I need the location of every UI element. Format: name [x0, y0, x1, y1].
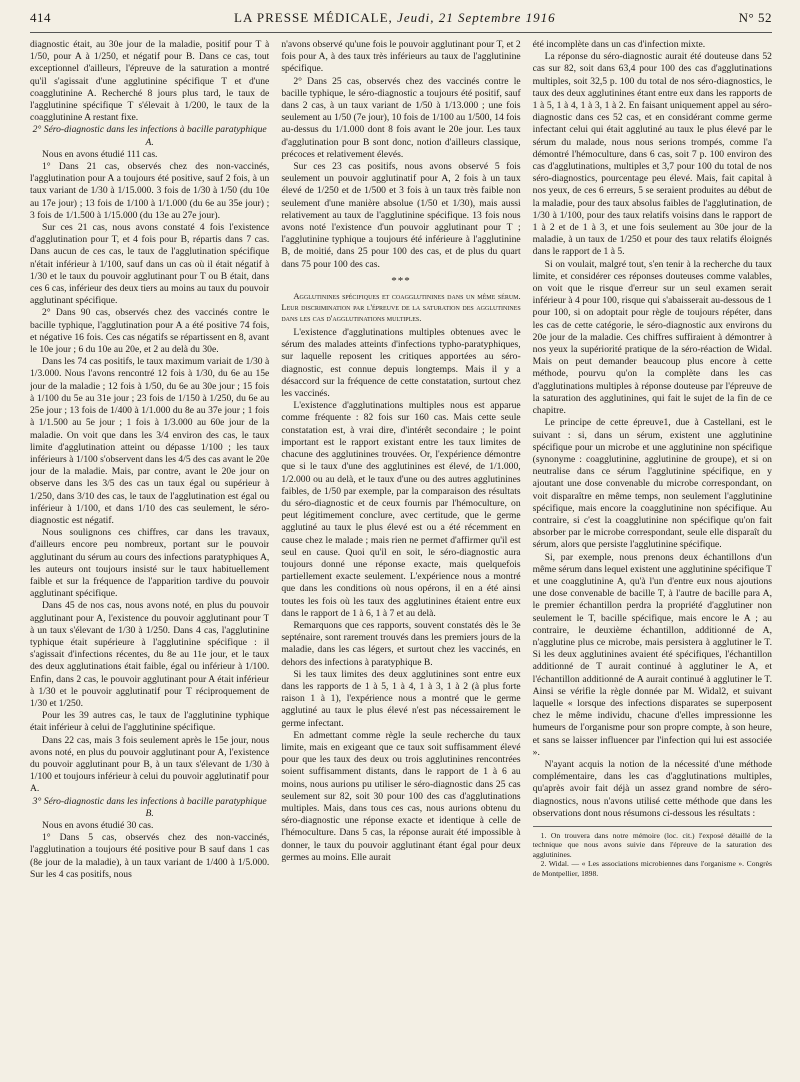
paragraph: Dans 22 cas, mais 3 fois seulement après le 15e jour, nous avons noté, en plus du pouvoir agglutinant pour A, l'existence du pouvoir agglutinant pour B, à un taux s'élevant de 1/30 à 1/100 et toujours inférieur à celui du pouvoir agglutinatif pour A. [30, 734, 270, 795]
paragraph: Nous soulignons ces chiffres, car dans les travaux, d'ailleurs encore peu nombreux, portant sur le pouvoir agglutinant du sérum au cours des infections paratyphiques A, les auteurs ont toujours insisté sur le taux habituellement faible et sur la fréquence de l'apparition tardive du pouvoir agglutinant spécifique. [30, 527, 270, 600]
paragraph: 1° Dans 21 cas, observés chez des non-vaccinés, l'agglutination pour A a toujours été positive, sauf 2 fois, à un taux variant de 1/30 à 1/15.000. 3 fois de 1/30 à 1/50 (du 10e au 17e jour) ; 13 fois de 1/100 à 1/1.000 (du 6e au 35e jour) ; 3 fois de 1/1.500 à 1/15.000 (du 13e au 27e jour). [30, 161, 270, 221]
paragraph: Dans 45 de nos cas, nous avons noté, en plus du pouvoir agglutinant pour A, l'existence du pouvoir agglutinant pour T à un taux s'élevant de 1/30 à 1/250. Dans 4 cas, l'agglutinine typhique était supérieure à l'agglutinine spécifique : il s'agissait d'infections récentes, du 8e au 11e jour, et le taux des deux agglutinations était faible, égal ou inférieur à 1/100. Enfin, dans 2 cas, le pouvoir agglutinant pour A était inférieur à 1/30 et le pouvoir agglutinatif pour T réciproquement de 1/30 et 1/250. [30, 600, 270, 709]
paragraph: Nous en avons étudié 30 cas. [42, 820, 154, 831]
paragraph: L'existence d'agglutinations multiples nous est apparue comme fréquente : 82 fois sur 160 cas. Mais cette seule constatation est, à vrai dire, d'intérêt secondaire ; le point important est le rapport existant entre les taux limites de chacune des agglutinines trouvées. Or, l'expérience démontre que si le taux d'une des agglutinines est élevé, de 1/1.000, 1/2.000 ou au delà, et le taux d'une ou des autres agglutinines faibles, de 1/50 par exemple, par la comparaison des résultats du séro-diagnostic et de ceux fournis par l'hémoculture, on peut légitimement conclure, avec certitude, que le germe agglutiné au taux le plus élevé est ou a été récemment en cause chez le malade ; mais rien ne permet d'affirmer qu'il est seul en cause. Quoi qu'il en soit, le séro-diagnostic aura toujours donné une réponse exacte, mais quelquefois partiellement exacte seulement. L'expérience nous a montré que dans les conditions où nous opérons, il en a été ainsi toutes les fois où les taux des agglutinines étaient entre eux dans le rapport de 1 à 6, 1 à 7 et au delà. [281, 400, 521, 619]
paragraph: 2° Dans 90 cas, observés chez des vaccinés contre le bacille typhique, l'agglutination pour A a été positive 74 fois, et négative 16 fois. Ces cas négatifs se répartissent en 8, avant le 10e jour ; 6 du 10e au 20e, et 2 au delà du 30e. [30, 307, 270, 356]
paragraph: 1° Dans 5 cas, observés chez des non-vaccinés, l'agglutination a toujours été positive pour B sauf dans 1 cas (8e jour de la maladie), à un taux variant de 1/400 à 1/5.000. Sur les 4 cas positifs, nous [30, 832, 270, 880]
paragraph: Sur ces 23 cas positifs, nous avons observé 5 fois seulement un pouvoir agglutinatif pour A, 2 fois à un taux élevé de 1/250 et de 1/500 et 3 fois à un taux très faible non seulement d'une manière absolue (1/50 et 1/30), mais aussi relativement au taux de l'agglutinine spécifique. 13 fois nous avons noté l'existence d'un pouvoir agglutinant pour T ; l'agglutinine typhique a toujours été inférieure à l'agglutinine B, de moitié, dans 25 pour 100 des cas, et de plus du quart dans 75 pour 100 des cas. [281, 161, 521, 270]
paragraph: Sur ces 21 cas, nous avons constaté 4 fois l'existence d'agglutination pour T, et 4 fois pour B, répartis dans 7 cas. Dans aucun de ces cas, le taux de l'agglutination spécifique n'était inférieur à 1/100, sauf dans un cas où il était négatif à 1/30 et le taux du pouvoir agglutinant pour T ou B était, dans ces 6 cas, inférieur des deux tiers au moins au taux du pouvoir agglutinant spécifique. [30, 222, 270, 307]
section-heading: 2° Séro-diagnostic dans les infections à bacille paratyphique A. [32, 124, 267, 148]
paragraph: diagnostic était, au 30e jour de la maladie, positif pour T à 1/50, pour A à 1/250, et négatif pour B. Dans ce cas, tout exceptionnel d'ailleurs, l'épreuve de la saturation a montré qu'il s'agissait d'une agglutinine spécifique T et d'une coagglutinine A. Recherché 8 jours plus tard, le taux de l'agglutinine spécifique T s'élevait à 1/200, le taux de la coagglutinine A restant fixe. [30, 39, 270, 124]
section-heading: Agglutinines spécifiques et coagglutinines dans un même sérum. Leur discrimination par l'épreuve de la saturation des agglutinines dans les cas d'agglutinations multiples. [281, 291, 521, 324]
page-number: 414 [30, 10, 51, 25]
paragraph: N'ayant acquis la notion de la nécessité d'une méthode complémentaire, dans les cas d'agglutinations multiples, qu'après avoir fait déjà un assez grand nombre de séro-diagnostics, nous n'avons utilisé cette méthode que dans les observations dont nous résumons ci-dessous les résultats : [532, 758, 772, 819]
paragraph: En admettant comme règle la seule recherche du taux limite, mais en exigeant que ce taux soit suffisamment élevé pour que les taux des deux ou trois agglutinines rencontrées soient suffisamment distants, dans le rapport de 1 à 6 au moins, nous aurions pu utiliser le séro-diagnostic dans 25 cas seulement sur 82, soit 30 pour 100 des cas d'agglutinations multiples. Mais, dans tous ces cas, nous aurions obtenu du séro-diagnostic une réponse exacte et identique à celle de l'hémoculture. Dans 5 cas, la réponse aurait été impossible à donner, le taux du pouvoir agglutinant étant égal pour deux germes au moins. Elle aurait [281, 729, 521, 863]
paragraph: Si, par exemple, nous prenons deux échantillons d'un même sérum dans lequel existent une agglutinine spécifique T et une coagglutinine A, qu'à l'un d'entre eux nous ajoutions une dose convenable de bacille T, à l'autre de bacille para A, le premier échantillon perdra la propriété d'agglutiner non seulement le T, bacille spécifique, mais encore le A ; au contraire, le deuxième échantillon, additionné de A, n'agglutine plus ce microbe, mais persistera à agglutiner le T. Si les deux agglutinines avaient été spécifiques, l'échantillon additionné de T aurait continué à agglutiner le A, et l'échantillon additionné de A aurait continué à agglutiner le T. Ainsi se vérifie la règle donnée par M. Widal2, et suivant laquelle « lorsque des infections disparates se superposent chez le même individu, chacune d'elles impressionne les humeurs de l'organisme pour son propre compte, à son heure, et sans se laisser influencer par l'infection qui lui est associée ». [532, 551, 772, 758]
footnote: 1. On trouvera dans notre mémoire (loc. cit.) l'exposé détaillé de la technique que nous avons suivie dans l'épreuve de la saturation des agglutinines. [532, 831, 772, 859]
paragraph: Nous en avons étudié 111 cas. [42, 148, 158, 160]
journal-title [234, 10, 556, 26]
journal-name: LA PRESSE MÉDICALE, [234, 10, 393, 25]
paragraph: Si les taux limites des deux agglutinines sont entre eux dans les rapports de 1 à 5, 1 à 4, 1 à 3, 1 à 2 (à plus forte raison 1 à 1), l'expérience nous a montré que le germe agglutiné au taux le plus élevé n'est pas nécessairement le germe infectant. [281, 668, 521, 729]
issue-date: Jeudi, 21 Septembre 1916 [397, 10, 556, 25]
paragraph: Dans les 74 cas positifs, le taux maximum variait de 1/30 à 1/3.000. Nous l'avons rencontré 12 fois à 1/30, du 6e au 15e jour de la maladie ; 12 fois à 1/50, du 6e au 30e jour ; 15 fois à 1/100 du 5e au 31e jour ; 23 fois de 1/150 à 1/250, du 6e au 25e jour ; 13 fois de 1/400 à 1/1.000 du 8e au 37e jour ; 1 fois à 1/1.500 au 5e jour ; 1 fois à 1/3.000 au 60e jour de la maladie. On voit que dans les 3/4 environ des cas, le taux limite d'agglutination atteint ou dépasse 1/100 ; les taux inférieurs à 1/100 s'observent dans les 4/5 des cas avant le 20e jour de la maladie. Mais, par contre, avant le 20e jour on observe dans les 3/5 des cas un taux égal ou supérieur à 1/250, dans 3/10 des cas, le taux de l'agglutination est égal ou inférieur à 1/100, et dans 1/10 des cas seulement, le séro-diagnostic est négatif. [30, 356, 270, 526]
footnote: 2. Widal. — « Les associations microbiennes dans l'organisme ». Congrès de Montpellier, 1898. [532, 859, 772, 878]
paragraph: n'avons observé qu'une fois le pouvoir agglutinant pour T, et 2 fois pour A, à des taux très inférieurs au taux de l'agglutinine spécifique. [281, 39, 521, 75]
column-1 [30, 39, 269, 1069]
section-heading: 3° Séro-diagnostic dans les infections à bacille paratyphique B. [32, 795, 267, 819]
paragraph: Pour les 39 autres cas, le taux de l'agglutinine typhique était inférieur à celui de l'agglutinine spécifique. [30, 710, 270, 734]
footnote-rule [533, 826, 772, 827]
column-2 [281, 39, 520, 1069]
footnotes [533, 831, 772, 878]
paragraph: La réponse du séro-diagnostic aurait été douteuse dans 52 cas sur 82, soit dans 63,4 pour 100 des cas d'agglutinations multiples, soit 32,5 p. 100 du total de nos séro-diagnostics, le taux des deux agglutinines étant entre eux dans les rapports de 1 à 5, 1 à 4, 1 à 3, 1 à 2. En faisant uniquement appel au séro-diagnostic dans ces 52 cas, et en considérant comme germe infectant celui qui était agglutiné au taux le plus élevé par le sérum du malade, nous nous serions trompés, comme l'a démontré l'hémoculture, dans 6 cas, soit 7 p. 100 environ des cas d'agglutinations, multiples et 3,7 pour 100 du total de nos séro-diagnostics, pourcentage peu élevé. Mais, fait capital à nos yeux, de ces 6 erreurs, 5 se seraient produites au début de la maladie, pour des taux absolus faibles de l'agglutination, de 1/30 à 1/100, pour des taux relatifs voisins dans le rapport de 1 à 2 et de 1 à 3, et une fois seulement au 30e jour de la maladie, à un taux de 1/250 et pour des taux relatifs éloignés dans le rapport de 1 à 5. [532, 51, 772, 258]
paragraph: L'existence d'agglutinations multiples obtenues avec le sérum des malades atteints d'infections typho-paratyphiques, sur laquelle reposent les critiques apportées au séro-diagnostic, est connue depuis longtemps. Mais il y a désaccord sur la fréquence de cette constatation, surtout chez les vaccinés. [281, 327, 521, 400]
issue-number: N° 52 [738, 10, 772, 25]
running-header [30, 10, 772, 33]
paragraph: Remarquons que ces rapports, souvent constatés dès le 3e septénaire, sont rarement trouvés dans les premiers jours de la maladie, dans les cas légers, et surtout chez les vaccinés, en dehors des infections à paratyphique B. [281, 619, 521, 668]
column-3 [533, 39, 772, 1069]
paragraph: été incomplète dans un cas d'infection mixte. [532, 39, 706, 50]
text-columns [30, 39, 772, 1069]
paragraph: Le principe de cette épreuve1, due à Castellani, est le suivant : si, dans un sérum, existent une agglutinine spécifique pour un microbe et une agglutinine non spécifique (synonyme : coagglutinine, agglutinine de groupe), et si on neutralise dans ce sérum l'agglutinine spécifique, en y ajoutant une dose convenable du microbe correspondant, on voit disparaître en même temps, non seulement l'agglutinine spécifique, mais encore la coagglutinine non spécifique. Au contraire, si c'est la coagglutinine non spécifique qu'on fait absorber par le microbe correspondant, seule elle disparaît du sérum, alors que persiste l'agglutinine spécifique. [532, 417, 772, 551]
paragraph: 2° Dans 25 cas, observés chez des vaccinés contre le bacille typhique, le séro-diagnostic a toujours été positif, sauf dans 2 cas, à un taux variant de 1/50 à 1/13.000 ; une fois seulement au 1/50 (7e jour), 10 fois de 1/100 au 1/500, 14 fois au-dessus du 1/1.000 dont 8 fois avant le 20e jour. Les taux d'agglutination pour B sont donc, notion d'ailleurs classique, précoces et relativement élevés. [281, 75, 521, 160]
section-separator-stars: *** [391, 274, 411, 287]
paragraph: Si on voulait, malgré tout, s'en tenir à la recherche du taux limite, et considérer ces réponses douteuses comme valables, on voit que le risque d'erreur sur un seul examen serait inférieur à 4 pour 100, risque qui s'abaisserait au-dessous de 1 pour 100, si on adoptait pour règle de toujours répéter, dans les cas de cette catégorie, le séro-diagnostic aux environs du 20e jour de la maladie. Ces chiffres suffiraient à démontrer à nos yeux la supériorité pratique de la séro-réaction de Widal. Mais on peut demander beaucoup plus encore à cette méthode, pourvu qu'on la complète dans les cas d'agglutinations multiples à réponse douteuse par l'épreuve de la saturation des agglutinines, qui fait le sujet de la fin de ce chapitre. [532, 258, 772, 417]
